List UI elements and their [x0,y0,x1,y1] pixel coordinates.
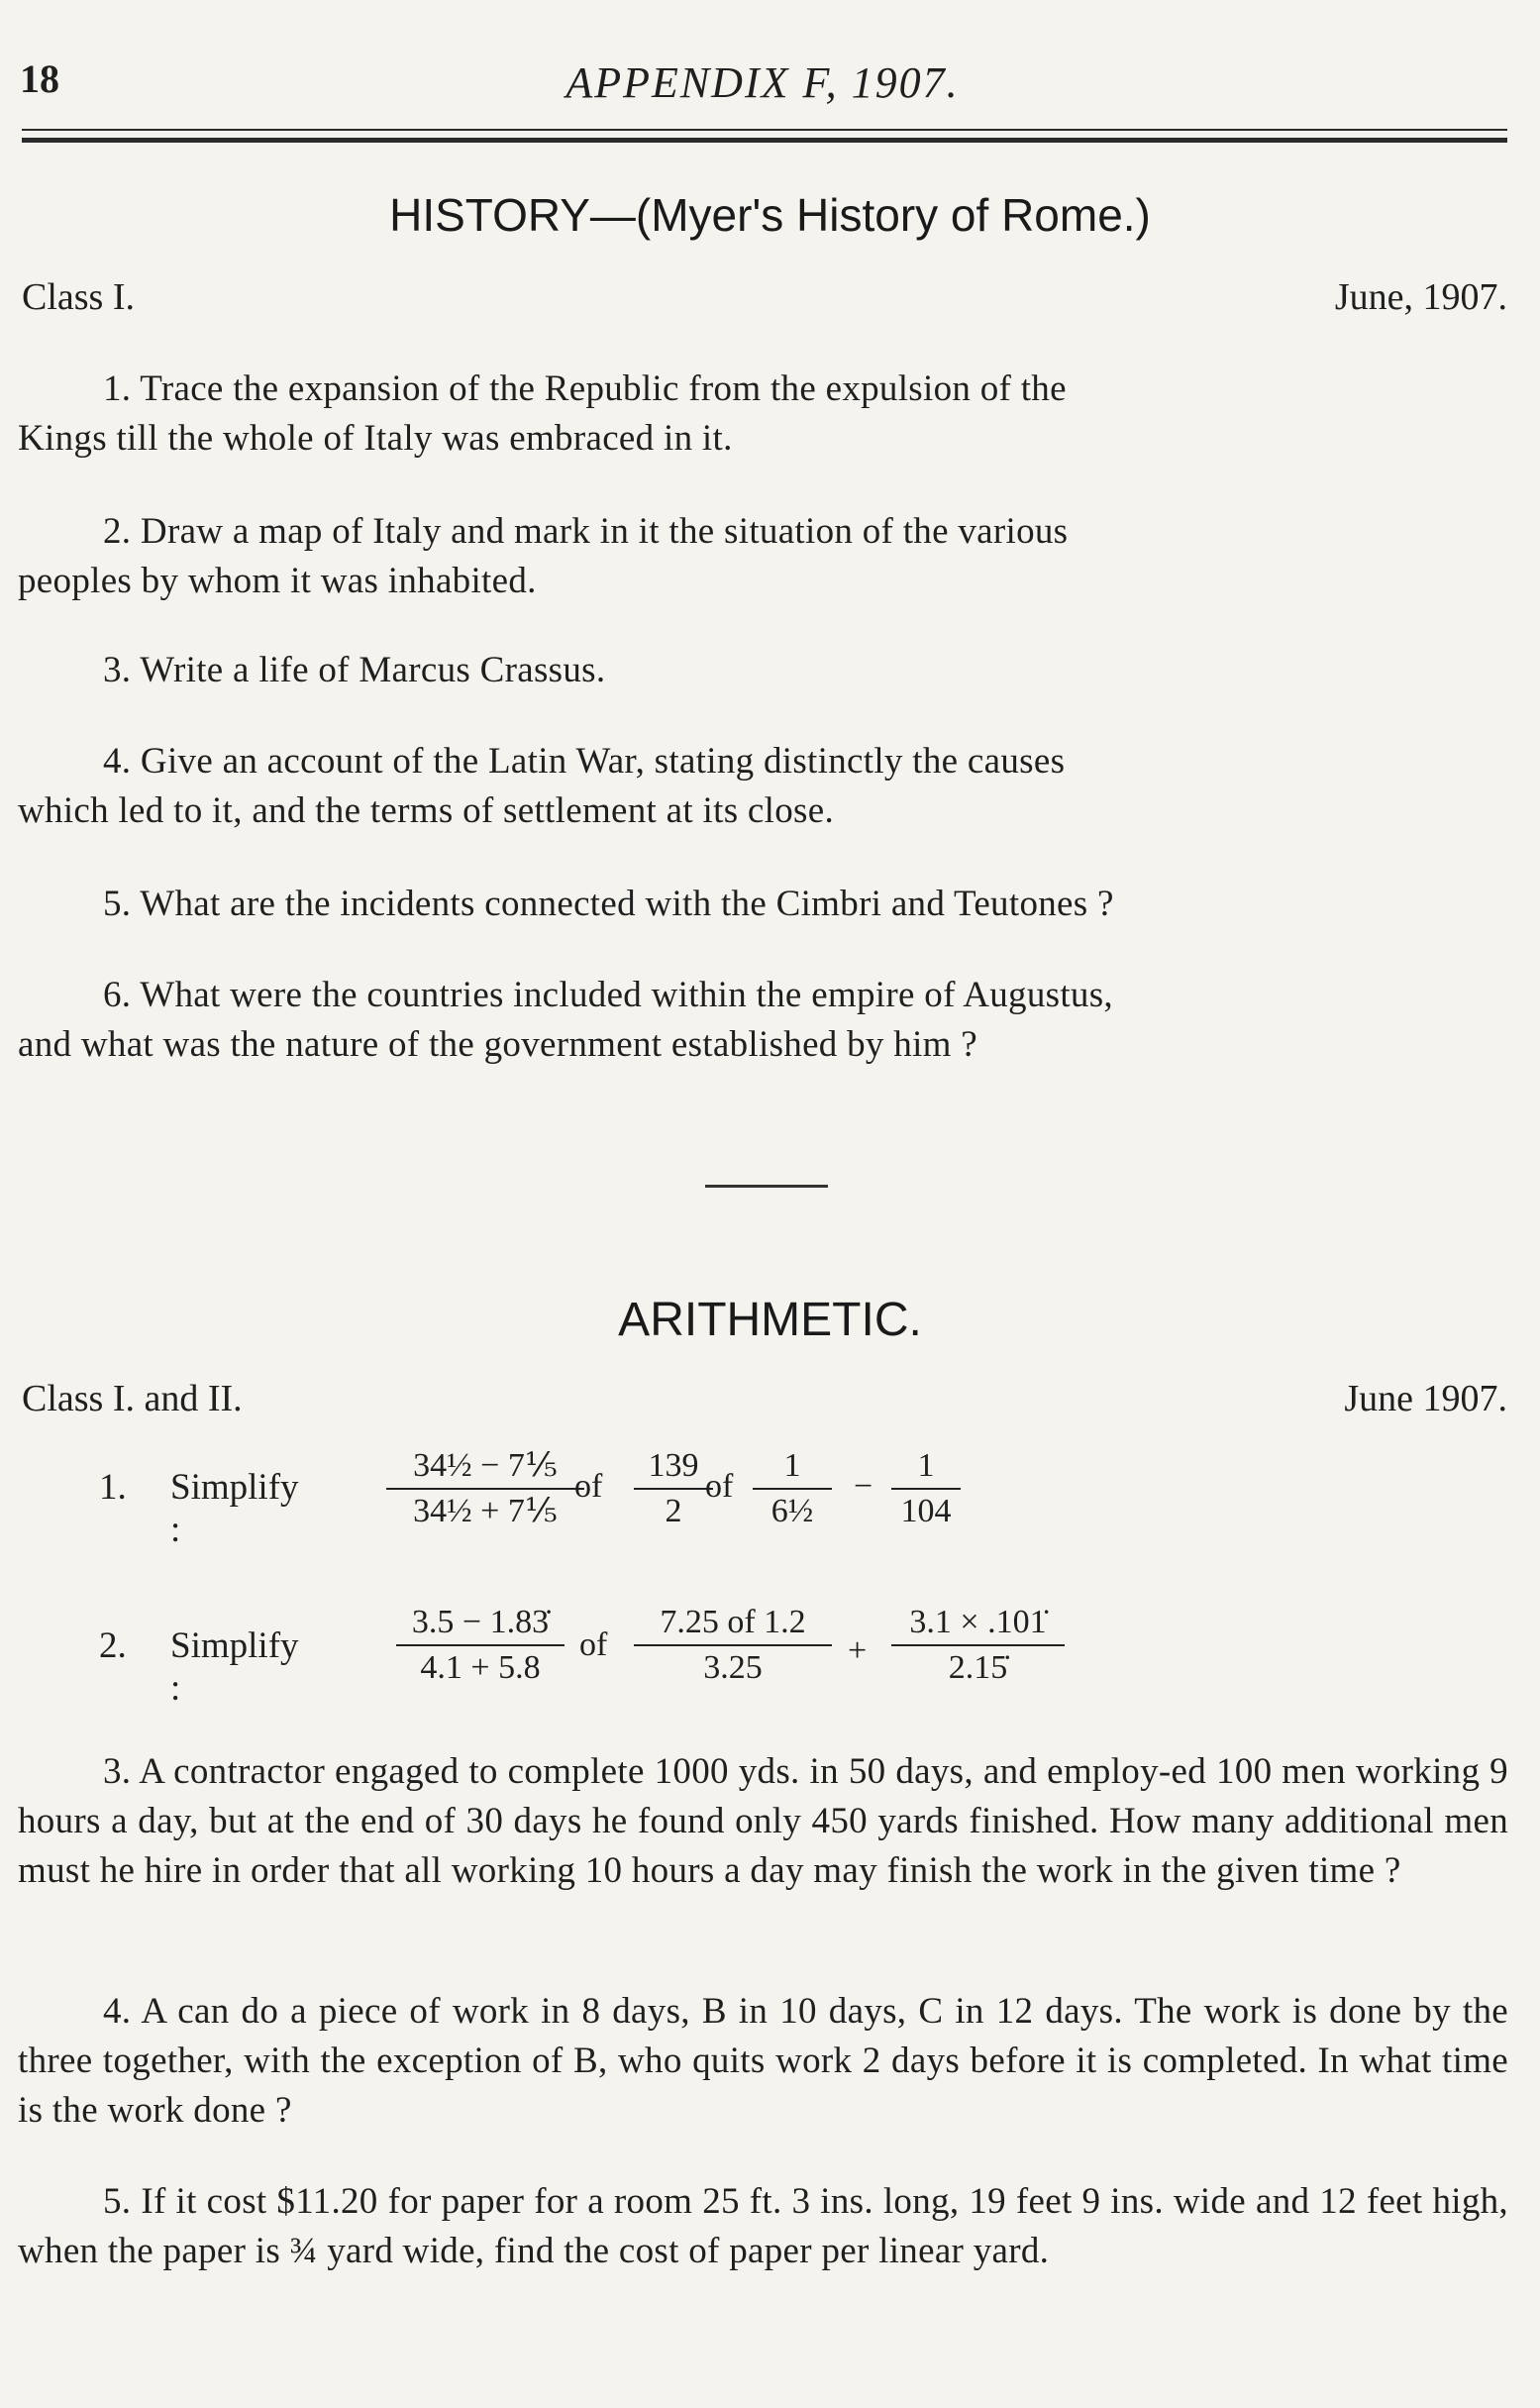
question-number: 2. [103,511,132,552]
history-question-6 [18,971,1508,1070]
fraction-2 [634,1446,713,1531]
fraction-numerator: 3.1 × .101̇ [891,1603,1065,1646]
fraction-4 [891,1446,961,1531]
question-text-cont: peoples by whom it was inhabited. [18,561,537,601]
history-question-2 [18,507,1508,606]
question-number: 5. [103,2181,132,2222]
fraction-2 [634,1603,832,1688]
arithmetic-title: ARITHMETIC. [618,1294,922,1346]
fraction-numerator: 34½ − 7⅕ [386,1446,584,1490]
operator-of: of [579,1626,608,1663]
question-number: 2. [99,1625,127,1666]
fraction-denominator: 2.15̇ [948,1649,1008,1686]
question-text: If it cost $11.20 for paper for a room 25 ft. 3 ins. long, 19 feet 9 ins. wide and 12 feet high, when the paper is ¾ yard wide, find the cost of paper per linear yard. [18,2181,1508,2271]
operator-of: of [705,1468,734,1505]
operator-of: of [574,1468,603,1505]
page-header [20,50,1505,119]
operator-plus: + [848,1632,868,1669]
fraction-1 [386,1446,584,1531]
history-question-1 [18,365,1508,464]
question-text-cont: Kings till the whole of Italy was embraced in it. [18,418,733,459]
simplify-label: Simplify : [170,1467,299,1550]
fraction-denominator: 3.25 [703,1649,763,1686]
header-rule-thin [22,129,1507,131]
history-question-4 [18,737,1508,836]
question-text: A can do a piece of work in 8 days, B in 10 days, C in 12 days. The work is done by the three together, with the exception of B, who quits work 2 days before it is completed. In what time is the work done ? [18,1991,1508,2131]
header-rule-thick [22,138,1507,143]
fraction-numerator: 139 [634,1446,713,1490]
question-number: 3. [103,1751,132,1792]
fraction-3 [891,1603,1065,1688]
question-text: Give an account of the Latin War, stating distinctly the causes [140,741,1066,782]
question-text: Write a life of Marcus Crassus. [140,650,606,690]
section-divider [705,1185,828,1188]
question-text-cont: and what was the nature of the government established by him ? [18,1024,978,1065]
fraction-1 [396,1603,565,1688]
question-number: 3. [103,650,132,690]
arithmetic-question-5 [18,2177,1508,2276]
history-question-3 [18,646,1508,695]
question-number: 5. [103,884,132,924]
running-title: APPENDIX F, 1907. [565,58,960,107]
operator-minus: − [854,1468,873,1505]
history-question-5 [18,880,1508,929]
fraction-3 [753,1446,832,1531]
arithmetic-question-3 [18,1747,1508,1896]
question-number: 1. [99,1467,127,1508]
question-text: What were the countries included within the empire of Augustus, [140,975,1113,1015]
fraction-numerator: 7.25 of 1.2 [634,1603,832,1646]
question-number: 6. [103,975,132,1015]
history-date: June, 1907. [1334,276,1507,318]
arithmetic-date: June 1907. [1344,1378,1507,1419]
history-class-label: Class I. [22,276,135,318]
question-text: What are the incidents connected with the Cimbri and Teutones ? [140,884,1114,924]
fraction-numerator: 1 [891,1446,961,1490]
question-text: Trace the expansion of the Republic from the expulsion of the [140,368,1067,409]
fraction-numerator: 3.5 − 1.83̇ [396,1603,565,1646]
question-number: 4. [103,1991,132,2032]
arithmetic-class-label: Class I. and II. [22,1378,243,1419]
question-text-cont: which led to it, and the terms of settlement at its close. [18,790,835,831]
question-text: Draw a map of Italy and mark in it the situation of the various [140,511,1069,552]
simplify-label: Simplify : [170,1625,299,1709]
fraction-denominator: 104 [900,1493,952,1529]
fraction-denominator: 6½ [770,1493,814,1529]
fraction-denominator: 2 [665,1493,682,1529]
fraction-denominator: 4.1 + 5.8 [420,1649,541,1686]
page-number: 18 [20,56,59,101]
question-text: A contractor engaged to complete 1000 yds. in 50 days, and employ-ed 100 men working 9 hours a day, but at the end of 30 days he found only 450 yards finished. How many additional men must he hire in order that all working 10 hours a day may finish the work in the given time ? [18,1751,1508,1891]
fraction-numerator: 1 [753,1446,832,1490]
question-number: 1. [103,368,132,409]
history-title: HISTORY—(Myer's History of Rome.) [389,189,1151,241]
question-number: 4. [103,741,132,782]
fraction-denominator: 34½ + 7⅕ [413,1493,558,1529]
arithmetic-question-4 [18,1987,1508,2136]
